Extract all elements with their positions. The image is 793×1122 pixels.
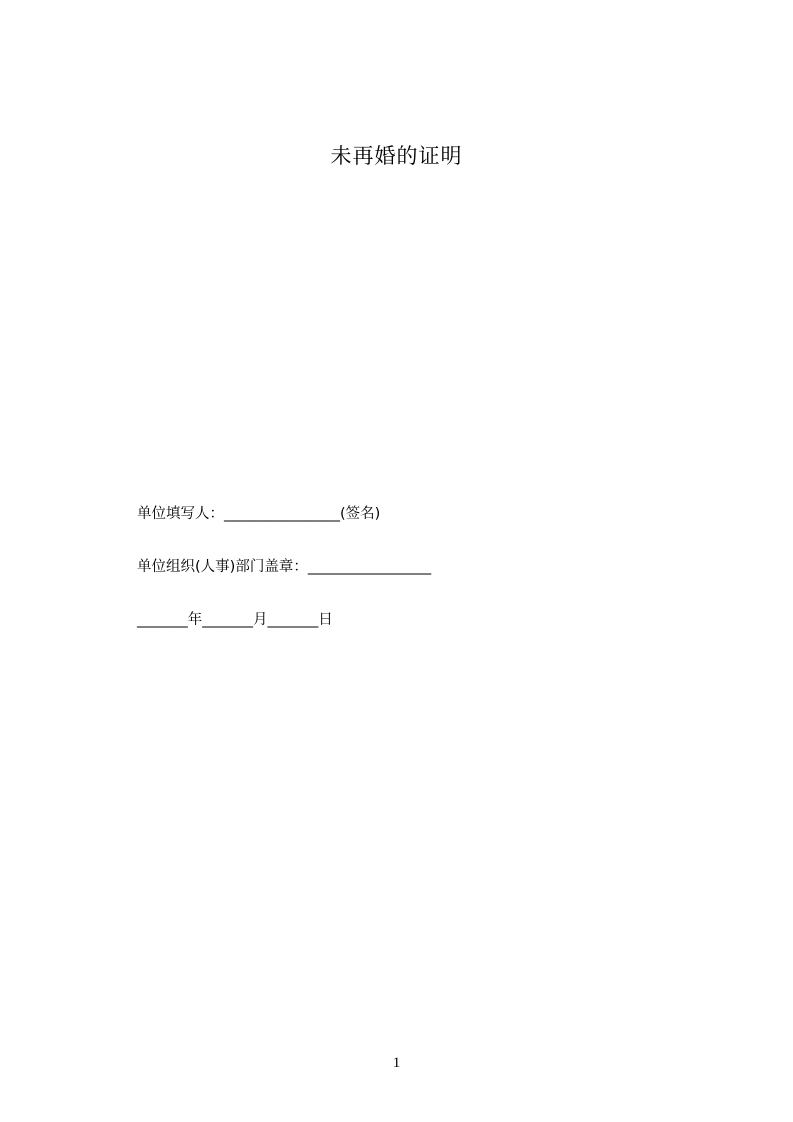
page-number: 1 [392, 1055, 401, 1071]
department-seal-field: 单位组织(人事)部门盖章：_________________ [137, 559, 432, 575]
date-field: _______年_______月_______日 [137, 612, 333, 628]
writer-signature-field: 单位填写人：________________(签名) [137, 506, 381, 522]
document-title: 未再婚的证明 [330, 144, 463, 168]
